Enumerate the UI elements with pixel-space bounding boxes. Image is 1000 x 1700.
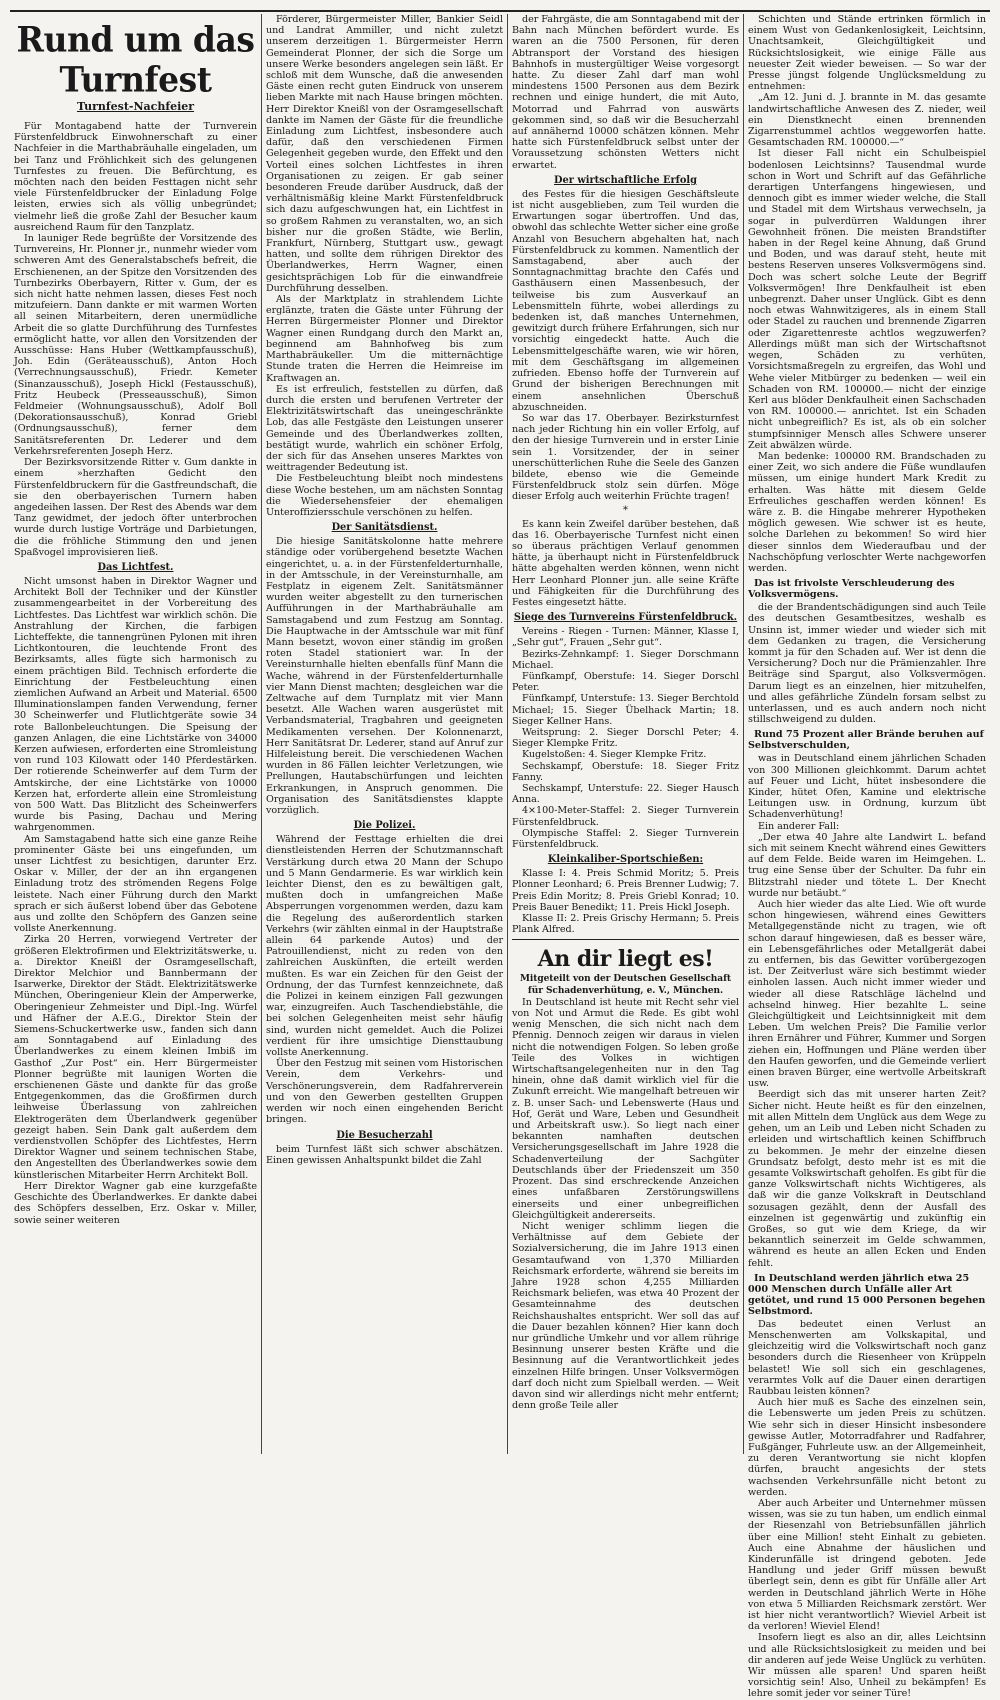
- paragraph: In launiger Rede begrüßte der Vorsitzende des Turnvereins, Hr. Plonner jr., nunmehr wieder vom schweren Amt des Generalstabschefs befreit, die Erschienenen, an der Spitze den Vorsitzenden des Turnbezirks Oberbayern, Ritter v. Gum, der es sich nicht hatte nehmen lassen, dieses Fest noch mitzufeiern. Dann dankte er mit warmen Worten all seinen Mitarbeitern, deren unermüdliche Arbeit die so glatte Durchführung des Turnfestes ermöglicht hatte, vor allen den Vorsitzenden der Ausschüsse: Hans Huber (Wettkampfausschuß), Joh. Edin (Geräteausschuß), Anton Hoch (Verrechnungsausschuß), Friedr. Kemeter (Sinanzausschuß), Joseph Hickl (Festausschuß), Fritz Heubeck (Presseausschuß), Simon Feldmeier (Wohnungsausschuß), Adolf Boll (Dekorationsausschuß), Konrad Griebl (Ordnungsausschuß), ferner dem Sanitätsreferenten Dr. Lederer und dem Verkehrsreferenten Joseph Herz.: [14, 233, 257, 457]
- column-4: [744, 14, 990, 1700]
- paragraph: Über den Festzug mit seinen vom Historischen Verein, dem Verkehrs- und Verschönerungsverein, dem Radfahrerverein und von den Gewerben gestellten Gruppen werden wir noch einen eingehenden Bericht bringen.: [266, 1058, 503, 1126]
- result-line: Olympische Staffel: 2. Sieger Turnverein Fürstenfeldbruck.: [512, 827, 739, 851]
- ad-title: An dir liegt es!: [537, 946, 714, 973]
- paragraph: Zirka 20 Herren, vorwiegend Vertreter der größeren Elektrofirmen und Elektrizitätswerke, u. a. Direktor Kneißl der Osramgesellschaft, Direktor Melchior und Bannbermann der Isarwerke, Direktor der Städt. Elektrizitätswerke München, Oberingenieur Klein der Amperwerke, Oberingenieur Zehmeister und Dipl.-Ing. Würfel und Häfner der A.E.G., Direktor Stein der Siemens-Schuckertwerke usw., fanden sich dann am Sonntagabend auf Einladung des Überlandwerkes zu einem kleinen Imbiß im Gasthof „Zur Post“ ein. Herr Bürgermeister Plonner begrüßte mit launigen Worten die erschienenen Gäste und dankte für das große Entgegenkommen, das die Großfirmen durch leihweise Überlassung von zahlreichen Elektrogeräten dem Überlandwerk gegenüber gezeigt haben. Sein Dank galt außerdem dem verdienstvollen Schöpfer des Lichtfestes, Herrn Direktor Wagner und seinem technischen Stabe, den Angestellten des Überlandwerkes sowie dem künstlerischen Mitarbeiter Herrn Architekt Boll.: [14, 934, 258, 1181]
- paragraph: „Der etwa 40 Jahre alte Landwirt L. befand sich mit seinem Knecht während eines Gewitters auf dem Felde. Beide waren im Heimgehen. L. trug eine Sense über der Schulter. Da fuhr ein Blitzstrahl nieder und tötete L. Der Knecht wurde nur betäubt.“: [748, 831, 986, 899]
- paragraph: Insofern liegt es also an dir, alles Leichtsinn und alle Rücksichtslosigkeit zu meiden und bei dir anderen auf jede Weise Unglück zu verhüten. Wir müssen alle sparen! Und sparen heißt vorsichtig sein! Also, Unheil zu bekämpfen! Es lehre somit jeder vor seiner Türe!: [748, 1632, 986, 1700]
- paragraph: Während der Festtage erhielten die drei dienstleistenden Herren der Schutzmannschaft Verstärkung durch etwa 20 Mann der Schupo und 5 Mann Gendarmerie. Es war wirklich kein leichter Dienst, den es zu bewältigen galt, mußten doch in umfangreichen Maße Absperrungen vorgenommen werden, dazu kam die Regelung des außerordentlich starken Verkehrs (wir zählten einmal in der Hauptstraße allein 64 parkende Autos) und der Patrouillendienst, nicht zu reden von den zahlreichen Auskünften, die erteilt werden mußten. Es war ein Zeichen für den Geist der Ordnung, der das Turnfest kennzeichnete, daß die Polizei in keinem einzigen Fall gezwungen war, einzugreifen. Auch Taschendiebstähle, die bei solchen Gelegenheiten meist sehr häufig sind, wurden nicht gemeldet. Auch die Polizei verdient für ihre umsichtige Diensttaubung vollste Anerkennung.: [266, 834, 503, 1059]
- paragraph: Für Montagabend hatte der Turnverein Fürstenfeldbruck Einwohnerschaft zu einer Nachfeier in die Marthabräuhalle eingeladen, um bei Tanz und Fröhlichkeit sich des gelungenen Turnfestes zu freuen. Die Befürchtung, es möchten nach den beiden Festtagen nicht sehr viele Fürstenfeldbrucker der Einladung Folge leisten, erwies sich als völlig unbegründet; vielmehr ließ die große Zahl der Besucher kaum ausreichend Raum für den Tanzplatz.: [14, 121, 257, 233]
- paragraph: beim Turnfest läßt sich schwer abschätzen. Einen gewissen Anhaltspunkt bildet die Zahl: [266, 1143, 503, 1166]
- result-line: Fünfkampf, Oberstufe: 14. Sieger Dorschl Peter.: [512, 670, 739, 694]
- result-line: Sechskampf, Unterstufe: 22. Sieger Hausch Anna.: [512, 783, 739, 806]
- paragraph: Am Samstagabend hatte sich eine ganze Reihe prominenter Gäste bei uns eingefunden, um unser Lichtfest zu besichtigen, darunter Erz. Oskar v. Miller, der der an ihn ergangenen Einladung trotz des strömenden Regens Folge leistete. Nach einer Führung durch den Markt sprach er sich äußerst lobend über das Gebotene aus und zollte den Schöpfern des Ganzen seine vollste Anerkennung.: [14, 833, 257, 935]
- paragraph: Als der Marktplatz in strahlendem Lichte erglänzte, traten die Gäste unter Führung der Herren Bürgermeister Plonner und Direktor Wagner einen Rundgang durch den Markt an, beginnend am Bahnhofweg bis zum Marthabräukeller. Um die mitternächtige Stunde traten die Herren die Heimreise im Kraftwagen an.: [266, 294, 503, 384]
- paragraph: Das bedeutet einen Verlust an Menschenwerten am Volkskapital, und gleichzeitig wird die Volkswirtschaft noch ganz besonders durch die Riesenheer von Krüppeln belastet! Wie soll sich ein geschlagenes, verarmtes Volk auf die Dauer einen derartigen Raubbau leisten können?: [748, 1318, 986, 1397]
- paragraph: Schichten und Stände ertrinken förmlich in einem Wust von Gedankenlosigkeit, Leichtsinn, Unachtsamkeit, Gleichgültigkeit und Rücksichtslosigkeit, wie einige Fälle aus neuester Zeit wieder beweisen. — So war der Presse jüngst folgende Unglücksmeldung zu entnehmen:: [748, 14, 986, 93]
- result-line: Fünfkampf, Unterstufe: 13. Sieger Berchtold Michael; 15. Sieger Übelhack Martin; 18. Sieger Kellner Hans.: [512, 693, 739, 727]
- columns: [10, 14, 990, 1700]
- paragraph: Aber auch Arbeiter und Unternehmer müssen wissen, was sie zu tun haben, um endlich einmal der Riesenzahl von Betriebsunfällen jährlich über eine Million! steht Einhalt zu gebieten. Auch eine Abnahme der häuslichen und Kinderunfälle ist dringend geboten. Jede Handlung und jeder Griff müssen bewußt überlegt sein, denn es gibt für Unfälle aller Art werden in Deutschland jährlich Werte in Höhe von etwa 5 Milliarden Reichsmark zerstört. Wer ist hier nicht verantwortlich? Wieviel Arbeit ist da verloren! Wieviel Elend!: [748, 1497, 986, 1633]
- paragraph: Ist dieser Fall nicht ein Schulbeispiel bodenlosen Leichtsinns? Tausendmal wurde schon in Wort und Schrift auf das Gefährliche derartigen Unterfangens hingewiesen, und dennoch gibt es immer wieder welche, die Stall und Stadel mit dem Wirtshaus verwechseln, ja sogar in pulverdürren Waldungen ihrer Gewohnheit frönen. Die meisten Brandstifter haben in der Regel keine Ahnung, daß Grund und Boden, und was darauf steht, heute mit bestens Reserven unseres Volksvermögens sind. Doch was schert solche Leute der Begriff Volksvermögen! Ihre Denkfaulheit ist eben unbegrenzt. Daher unser Unglück. Gibt es denn noch etwas Wahnwitzigeres, als in einem Stall oder Stadel zu rauchen und brennende Zigarren oder Zigarettenreste achtlos wegzuwerfen? Allerdings müßt man sich der Wirtschaftsnot wegen, Schäden zu verhüten, Vorsichtsmaßregeln zu ergreifen, das Wohl und Wehe vieler Mitbürger zu bedenken — weil ein Schaden von RM. 100000.— nicht der einzige Kerl aus blöder Denkfaulheit einen Sachschaden von RM. 100000.— anrichtet. Ist ein Schaden nicht unbegreiflich? Es ist, als ob ein solcher stumpfsinniger Mensch alles Schwere unserer Zeit abwälzen würde.: [748, 148, 986, 451]
- paragraph: Es ist erfreulich, feststellen zu dürfen, daß durch die ersten und berufenen Vertreter der Elektrizitätswirtschaft das uneingeschränkte Lob, das alle Festgäste den Leistungen unserer Gemeinde und des Überlandwerkes zollten, bestätigt wurde, wahrlich ein schöner Erfolg, der sich für das Ansehen unseres Marktes von weittragender Bedeutung ist.: [266, 383, 503, 474]
- asterisk-divider: *: [623, 504, 628, 516]
- section-heading-brände: Rund 75 Prozent aller Brände beruhen auf Selbstverschulden,: [748, 729, 984, 752]
- divider-rule: [512, 939, 739, 940]
- paragraph: Nicht umsonst haben in Direktor Wagner und Architekt Boll der Techniker und der Künstler zusammengearbeitet in der Vorbereitung des Lichtfestes. Das Lichtfest war wirklich schön. Die Anstrahlung der Kirchen, die farbigen Lichteffekte, die tannengrünen Pylonen mit ihren Lichtkontouren, die leuchtende Front des Bezirksamts, alles fügte sich harmonisch zu einem prächtigen Bild. Technisch erforderte die Einrichtung der Festbeleuchtung einen ziemlichen Aufwand an Arbeit und Material. 6500 Illuminationslampen fanden Verwendung, ferner 30 Scheinwerfer und Flutlichtgeräte sowie 34 rote Ballonbeleuchtungen. Die Speisung der ganzen Anlagen, die eine Lichtstärke von 34000 Kerzen aufwiesen, erforderten eine Stromleistung von rund 103 Kilowatt oder 140 Pferdestärken. Der rotierende Scheinwerfer auf dem Turm der Amtskirche, der eine Lichtstärke von 10000 Kerzen hat, erforderte allein eine Stromleistung von 500 Watt. Das Blitzlicht des Scheinwerfers wurde bis Pasing, Dachau und Mering wahrgenommen.: [14, 575, 257, 834]
- result-line: Weitsprung: 2. Sieger Dorschl Peter; 4. Sieger Klempke Fritz.: [512, 726, 739, 750]
- paragraph: Nicht weniger schlimm liegen die Verhältnisse auf dem Gebiete der Sozialversicherung, die im Jahre 1913 einen Gesamtaufwand von 1,370 Milliarden Reichsmark erforderte, während sie bereits im Jahre 1928 schon 4,255 Milliarden Reichsmark beliefen, was etwa 40 Prozent der Gesamteinnahme des deutschen Reichshaushaltes entspricht. Wer soll das auf die Dauer bezahlen können? Hier kann doch nur gründliche Umkehr und vor allem rührige Besinnung unserer besten Kräfte und die Besinnung auf die Verantwortlichkeit jedes einzelnen Hilfe bringen. Unser Volksvermögen darf doch nicht zum Spielball werden. — Weit davon sind wir allerdings nicht mehr entfernt; denn große Teile aller: [512, 1220, 739, 1412]
- result-line: 4×100-Meter-Staffel: 2. Sieger Turnverein Fürstenfeldbruck.: [512, 805, 739, 828]
- section-heading-frivol: Das ist frivolste Verschleuderung des Volksvermögens.: [748, 578, 955, 601]
- paragraph: Man bedenke: 100000 RM. Brandschaden zu einer Zeit, wo sich andere die Füße wundlaufen müssen, um einige hundert Mark Kredit zu erhalten. Was hätte mit diesem Gelde Erfreuliches geschaffen werden können! Es wäre z. B. die Hingabe mehrerer Hypotheken möglich gewesen. Wie schwer ist es heute, solche Darlehen zu bekommen! So wird hier dieser sinnlos dem Wiederaufbau und der Nachschöpfung verloschter Werte nachgeworfen werden.: [748, 450, 986, 574]
- article-title: Rund um das Turnfest: [16, 19, 255, 100]
- article-kicker: Turnfest-Nachfeier: [76, 100, 195, 113]
- paragraph: Auch hier muß es Sache des einzelnen sein, die Lebenswerte um jeden Preis zu schützen. Wie sehr sich in dieser Hinsicht insbesondere gewisse Autler, Motorradfahrer und Radfahrer, Fußgänger, Fuhrleute usw. an der Allgemeinheit, zu deren Verantwortung sie nicht klopfen dürfen, braucht angesichts der stets wachsenden Verkehrsunfälle nicht betont zu werden.: [748, 1397, 986, 1498]
- result-line: Vereins - Riegen - Turnen: Männer, Klasse I, „Sehr gut“, Frauen „Sehr gut“.: [512, 626, 739, 649]
- top-rule: [10, 10, 990, 12]
- paragraph: Der Bezirksvorsitzende Ritter v. Gum dankte in einem »herzhaften Gedicht den Fürstenfeldbruckern für die Gastfreundschaft, die sie den oberbayerischen Turnern haben angedeihen lassen. Der Rest des Abends war dem Tanz gewidmet, der jedoch öfter unterbrochen wurde durch lustige Vorträge und Darbietungen, die die fröhliche Stimmung den und jenen Spaßvogel improvisieren ließ.: [14, 457, 257, 558]
- article-body-1: [14, 121, 257, 558]
- section-heading-kleinkaliber: Kleinkaliber-Sportschießen:: [547, 854, 704, 866]
- column-3: [508, 14, 744, 1454]
- paragraph: Die hiesige Sanitätskolonne hatte mehrere ständige oder vorübergehend besetzte Wachen eingerichtet, u. a. in der Fürstenfelderturnhalle, in der Amtsschule, in der Vereinsturnhalle, am Festplatz in eigenem Zelt. Sanitätsmänner wurden weiter abgestellt zu den turnerischen Aufführungen in der Marthabräuhalle am Samstagabend und zum Festzug am Sonntag. Die Hauptwache in der Amtsschule war mit fünf Mann besetzt, wovon einer ständig im großen roten Stadel stationiert war. In der Vereinsturnhalle hielten ebenfalls fünf Mann die Wache, während in der Fürstenfelderturnhalle vier Mann Dienst machten; desgleichen war die Zeltwache auf dem Turnplatz mit vier Mann besetzt. Alle Wachen waren ausgerüstet mit Verbandsmaterial, Tragbahren und geeigneten Medikamenten versehen. Der Kolonnenarzt, Herr Sanitätsrat Dr. Lederer, stand auf Anruf zur Hilfeleistung bereit. Die verschiedenen Wachen wurden in 86 Fällen leichter Verletzungen, wie Prellungen, Hautabschürfungen und leichten Erkrankungen, in Anspruch genommen. Die Organisation des Sanitätsdienstes klappte vorzüglich.: [266, 536, 503, 817]
- section-heading-wirtschaft: Der wirtschaftliche Erfolg: [554, 174, 697, 186]
- result-line: Klasse I: 4. Preis Schmid Moritz; 5. Preis Plonner Leonhard; 6. Preis Brenner Ludwig; 7. Preis Edin Moritz; 8. Preis Griebl Konrad; 10. Preis Bauer Benedikt; 11. Preis Hickl Joseph.: [512, 868, 739, 913]
- paragraph: der Fahrgäste, die am Sonntagabend mit der Bahn nach München befördert wurde. Es waren an die 7500 Personen, für deren Abtransport der Vorstand des hiesigen Bahnhofs in mustergültiger Weise vorgesorgt hatte. Zu dieser Zahl darf man wohl mindestens 1500 Personen aus dem Bezirk rechnen und einige hundert, die mit Auto, Motorrad und Fahrrad von auswärts gekommen sind, so daß wir die Besucherzahl auf annähernd 10000 schätzen können. Mehr hatte sich Fürstenfeldbruck selbst unter der Voraussetzung schönsten Wetters nicht erwartet.: [512, 14, 739, 171]
- result-line: Sechskampf, Oberstufe: 18. Sieger Fritz Fanny.: [512, 760, 739, 783]
- ad-intro: Mitgeteilt von der Deutschen Gesellschaft für Schadenverhütung, e. V., München.: [519, 974, 732, 996]
- section-heading-unfaelle: In Deutschland werden jährlich etwa 25 000 Menschen durch Unfälle aller Art getötet, und rund 15 000 Personen begehen Selbstmord.: [748, 1272, 986, 1317]
- section-heading-siege: Siege des Turnvereins Fürstenfeldbruck.: [513, 612, 738, 624]
- article-body-1b: [14, 576, 257, 1226]
- column-1: [10, 14, 262, 1454]
- section-heading-polizei: Die Polizei.: [353, 820, 416, 832]
- paragraph: Beerdigt sich das mit unserer harten Zeit? Sicher nicht. Heute heißt es für den einzelnen, mit allen Mitteln dem Unglück aus dem Wege zu gehen, um an Leib und Leben nicht Schaden zu erleiden und wirtschaftlich keinen Schiffbruch zu bekommen. Je mehr der einzelne diesen Grundsatz befolgt, desto mehr ist es mit die gesamte Volkswirtschaft geholfen. Es gibt für die ganze Volkswirtschaft nichts Wichtigeres, als daß wir die ganze Volkskraft in Deutschland sozusagen gezählt, denn der Ausfall des einzelnen ist gegenwärtig und zukünftig ein Großes, so gut wie dem Kriege, da wir bekanntlich seinerzeit im Gelde schwammen, während es heute an allen Ecken und Enden fehlt.: [748, 1089, 986, 1269]
- paragraph: In Deutschland ist heute mit Recht sehr viel von Not und Armut die Rede. Es gibt wohl wenig Menschen, die sich nicht nach dem Pfennig. Dennoch zeigen wir daraus in vielen nicht die notwendigen Folgen. So leben große Teile des Volkes in wichtigen Wirtschaftsangelegenheiten nur in den Tag hinein, ohne daß damit wirklich viel für die Zukunft erreicht. Wie mangelhaft betreuen wir z. B. unser Sach- und Lebenswerte (Haus und Hof, Gerät und Ware, Leben und Gesundheit und Arbeitskraft usw.). So liegt nach einer bekannten namhaften deutschen Versicherungsgesellschaft im Jahre 1928 die Schadenverteilung der Sachgüter Deutschlands über der Friedenszeit um 350 Prozent. Das sind erschreckende Anzeichen eines unfaßbaren Zerstörungswillens einerseits und einer unbegreiflichen Gleichgültigkeit andererseits.: [512, 996, 739, 1221]
- paragraph: die der Brandentschädigungen sind auch Teile des deutschen Gesamtbesitzes, weshalb es Unsinn ist, immer wieder und wieder sich mit dem Gedanken zu tragen, die Versicherung kommt ja für den Schaden auf. Wer ist denn die Versicherung? Doch nur die Prämienzahler. Ihre Beiträge sind Spargut, also Volksvermögen. Darum liegt es an einzelnen, hier mitzuhelfen, und alles gefährliche Zündeln forsam selbst zu unterlassen, und es auch andern noch nicht stillschweigend zu dulden.: [748, 602, 986, 726]
- paragraph: So war das 17. Oberbayer. Bezirksturnfest nach jeder Richtung hin ein voller Erfolg, auf den der hiesige Turnverein und in erster Linie sein 1. Vorsitzender, der in seiner unerschütterlichen Ruhe die Seele des Ganzen bildete, ebenso wie die Gemeinde Fürstenfeldbruck stolz sein dürfen. Möge dieser Erfolg auch weiterhin Früchte tragen!: [512, 412, 739, 503]
- paragraph: Herr Direktor Wagner gab eine kurzgefaßte Geschichte des Überlandwerkes. Er dankte dabei des Schöpfers desselben, Erz. Oskar v. Miller, sowie seiner weiteren: [14, 1180, 257, 1226]
- section-heading-lichtfest: Das Lichtfest.: [97, 561, 174, 573]
- paragraph: was in Deutschland einem jährlichen Schaden von 300 Millionen gleichkommt. Darum achtet auf Feuer und Licht, hütet insbesondere die Kinder, hütet Ofen, Kamine und elektrische Leitungen usw. in Ordnung, kurzum übt Schadenverhütung!: [748, 753, 986, 821]
- column-2: [262, 14, 508, 1454]
- result-line: Kugelstoßen: 4. Sieger Klempke Fritz.: [522, 749, 707, 761]
- section-heading-sanitaet: Der Sanitätsdienst.: [331, 522, 438, 534]
- paragraph: des Festes für die hiesigen Geschäftsleute ist nicht ausgeblieben, zum Teil wurden die Erwartungen sogar übertroffen. Und das, obwohl das schlechte Wetter sicher eine große Anzahl von Besuchern abgehalten hat, nach Fürstenfeldbruck zu kommen. Namentlich der Samstagabend, aber auch der Sonntagnachmittag brachte den Cafés und Gasthäusern einen Massenbesuch, der teilweise bis zum Ausverkauf an Lebensmitteln führte, wobei allerdings zu bedenken ist, daß manches Unternehmen, gewitzigt durch frühere Erfahrungen, sich nur vorsichtig eingedeckt hatte. Auch die Lebensmittelgeschäfte waren, wie wir hören, mit dem Geschäftsgang im allgemeinen zufrieden. Ebenso hoffe der Turnverein auf Grund der bisherigen Berechnungen mit einem ansehnlichen Überschuß abzuschneiden.: [512, 188, 739, 413]
- paragraph: Ein anderer Fall:: [758, 820, 840, 832]
- paragraph: Auch hier wieder das alte Lied. Wie oft wurde schon hingewiesen, während eines Gewitters Metallgegenstände nicht zu tragen, wie oft schon darauf hingewiesen, daß es besser wäre, ein Lebensgefährliches oder Metallgerät dabei zu entfernen, bis das Gewitter vorübergezogen ist. Der Zeitverlust wäre sich bestimmt wieder einholen lassen. Auch nicht immer wieder und wieder all diese Ratschläge lächelnd und achselnd hinweg. Hier bezahlte L. seine Gleichgültigkeit und Leichtsinnigkeit mit dem Leben. Um welchen Preis? Die Familie verlor ihren Ernährer und Führer, Kummer und Sorgen ziehen ein, Hoffnungen und Pläne werden über den Haufen geworfen, und die Gemeinde verliert einen braven Bürger, eine wertvolle Arbeitskraft usw.: [748, 899, 986, 1090]
- result-line: Bezirks-Zehnkampf: 1. Sieger Dorschmann Michael.: [512, 648, 739, 671]
- paragraph: „Am 12. Juni d. J. brannte in M. das gesamte landwirtschaftliche Anwesen des Z. nieder, weil ein Dienstknecht einen brennenden Zigarrenstummel achtlos weggeworfen hatte. Gesamtschaden RM. 100000.—“: [748, 92, 986, 149]
- result-line: Klasse II: 2. Preis Grischy Hermann; 5. Preis Plank Alfred.: [512, 913, 739, 936]
- section-heading-besucher: Die Besucherzahl: [336, 1129, 433, 1141]
- paragraph: Förderer, Bürgermeister Miller, Bankier Seidl und Landrat Ammiller, und nicht zuletzt unserem derzeitigen 1. Bürgermeister Herrn Gemeinderat Plonner, der sich die Sorge um unsere Werke besonders angelegen sein läßt. Er schloß mit dem Wunsche, daß die anwesenden Gäste einen recht guten Eindruck von unserem lieben Markte mit nach Hause bringen möchten. Herr Direktor Kneißl von der Osramgesellschaft dankte im Namen der Gäste für die freundliche Einladung zum Lichtfest, insbesondere auch dafür, daß den verschiedenen Firmen Gelegenheit gegeben wurde, den Effekt und den Vorteil eines solchen Lichtfestes in ihren Organisationen zu zeigen. Er gab seiner besonderen Freude darüber Ausdruck, daß der verhältnismäßig kleine Markt Fürstenfeldbruck sich dazu aufgeschwungen hat, ein Lichtfest in so großem Rahmen zu veranstalten, wo, an sich bisher nur die großen Städte, wie Berlin, Frankfurt, Nürnberg, Stuttgart usw., gewagt hatten, und sollte dem rührigen Direktor des Überlandwerkes, Herrn Wagner, einen gesichtsprächigen Lob für die einwandfreie Durchführung desselben.: [266, 14, 503, 294]
- paragraph: Es kann kein Zweifel darüber bestehen, daß das 16. Oberbayerische Turnfest nicht einen so überaus prächtigen Verlauf genommen hätte, ja überhaupt nicht in Fürstenfeldbruck hätte abgehalten werden können, wenn nicht Herr Leonhard Plonner jun. alle seine Kräfte und Fähigkeiten für die Durchführung des Festes eingesetzt hätte.: [512, 518, 739, 608]
- paragraph: Die Festbeleuchtung bleibt noch mindestens diese Woche bestehen, um am nächsten Sonntag die Wiedersehensfeier der ehemaligen Unteroffiziersschule verschönen zu helfen.: [266, 473, 503, 518]
